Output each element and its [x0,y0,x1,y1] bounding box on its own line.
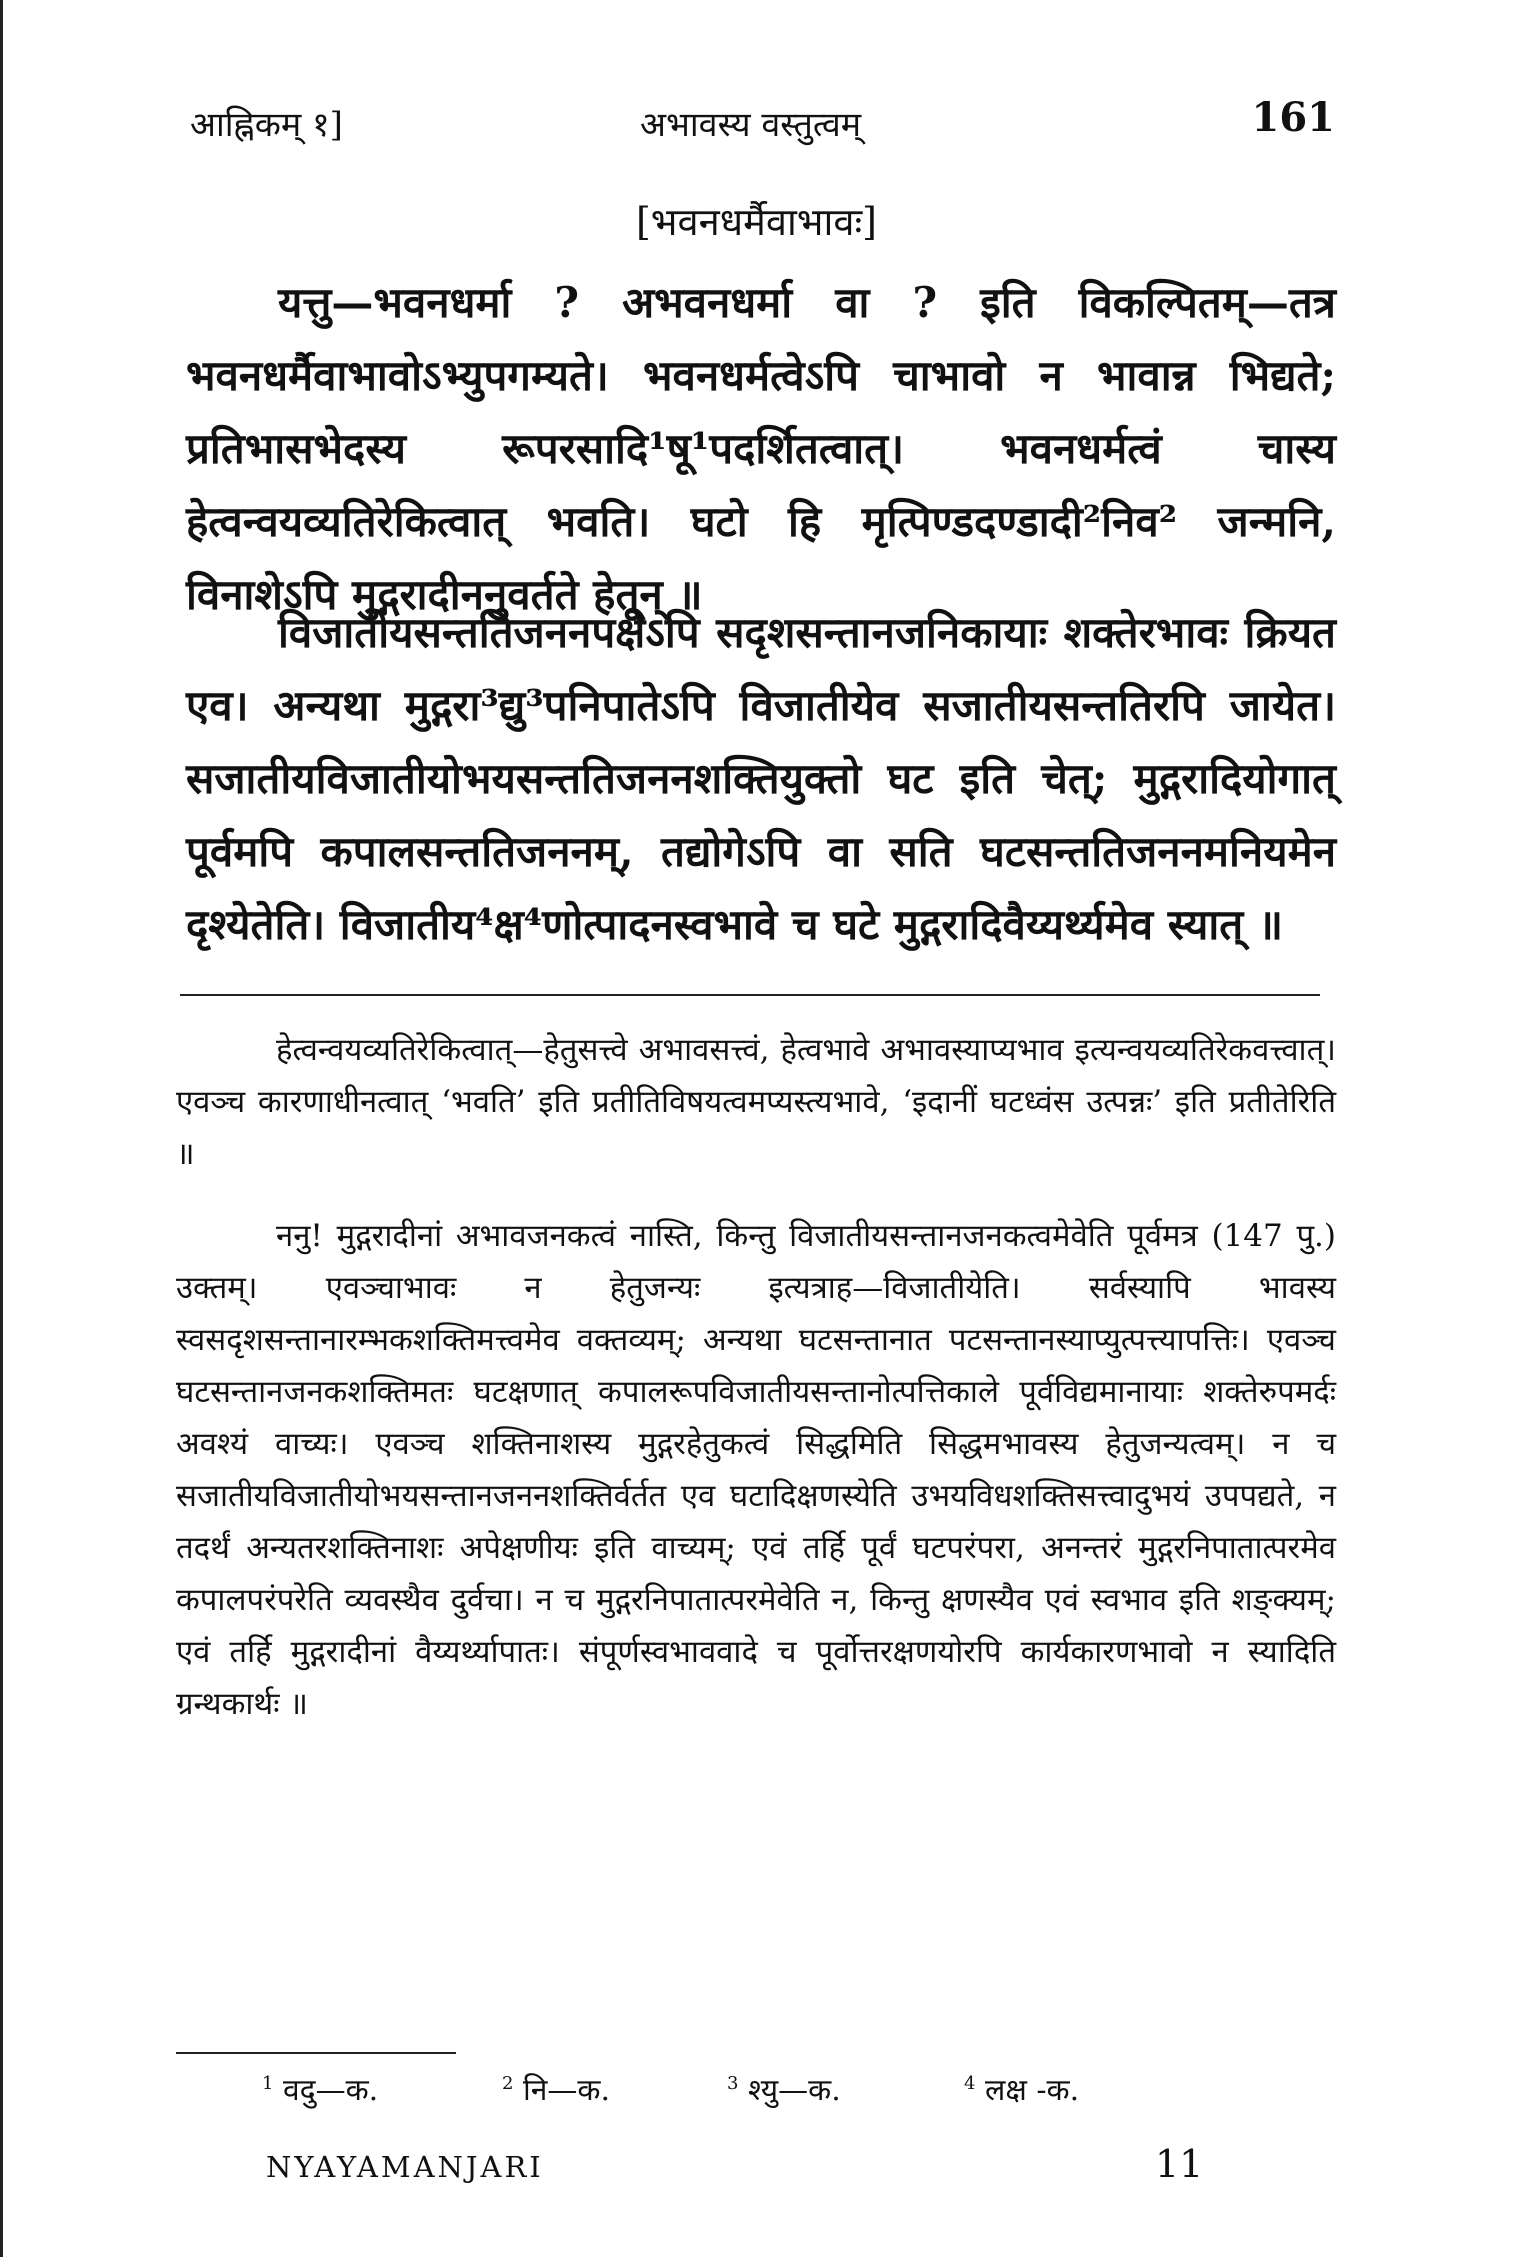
footnote-text: लक्ष -क. [985,2073,1080,2108]
footnote-text: वदु—क. [283,2073,379,2108]
footer-book-title: NYAYAMANJARI [266,2150,544,2184]
footer-signature-number: 11 [1155,2142,1204,2186]
footnote-mark: 4 [964,2073,976,2094]
footnote-mark: 1 [262,2073,274,2094]
footnote-mark: 2 [502,2073,514,2094]
footnote-item [262,2068,378,2109]
main-paragraph: विजातीयसन्ततिजननपक्षेऽपि सदृशसन्तानजनिकायाः शक्तेरभावः क्रियत एव। अन्यथा मुद्गरा³द्यु³पनिपातेऽपि विजातीयेव सजातीयसन्ततिरपि जायेत। सजातीयविजातीयोभयसन्ततिजननशक्तियुक्तो घट इति चेत्; मुद्गरादियोगात् पूर्वमपि कपालसन्ततिजननम्, तद्योगेऽपि वा सति घटसन्ततिजननमनियमेन दृश्येतेति। विजातीय⁴क्ष⁴णोत्पादनस्वभावे च घटे मुद्गरादिवैय्यर्थ्यमेव स्यात् ॥ [186,608,1336,949]
page-number: 161 [1251,94,1335,141]
commentary-paragraph: हेत्वन्वयव्यतिरेकित्वात्—हेतुसत्त्वे अभावसत्त्वं, हेत्वभावे अभावस्याप्यभाव इत्यन्वयव्यतिरेकवत्त्वात्। एवञ्च कारणाधीनत्वात् ‘भवति’ इति प्रतीतिविषयत्वमप्यस्त्यभावे, ‘इदानीं घटध्वंस उत्पन्नः’ इति प्रतीतेरिति ॥ [176,1032,1336,1172]
scan-edge-line [0,0,3,2257]
footnote-text: नि—क. [523,2073,610,2108]
footnote-item [727,2068,841,2109]
commentary-block-1 [176,1024,1336,1180]
running-head-left: आह्निकम् १] [190,105,343,145]
commentary-paragraph: ननु! मुद्गरादीनां अभावजनकत्वं नास्ति, किन्तु विजातीयसन्तानजनकत्वमेवेति पूर्वमत्र (147 पु.) उक्तम्। एवञ्चाभावः न हेतुजन्यः इत्यत्राह—विजातीयेति। सर्वस्यापि भावस्य स्वसदृशसन्तानारम्भकशक्तिमत्त्वमेव वक्तव्यम्; अन्यथा घटसन्तानात पटसन्तानस्याप्युत्पत्त्यापत्तिः। एवञ्च घटसन्तानजनकशक्तिमतः घटक्षणात् कपालरूपविजातीयसन्तानोत्पत्तिकाले पूर्वविद्यमानायाः शक्तेरुपमर्दः अवश्यं वाच्यः। एवञ्च शक्तिनाशस्य मुद्गरहेतुकत्वं सिद्धमिति सिद्धमभावस्य हेतुजन्यत्वम्। न च सजातीयविजातीयोभयसन्तानजननशक्तिर्वर्तत एव घटादिक्षणस्येति उभयविधशक्तिसत्त्वादुभयं उपपद्यते, न तदर्थं अन्यतरशक्तिनाशः अपेक्षणीयः इति वाच्यम्; एवं तर्हि पूर्वं घटपरंपरा, अनन्तरं मुद्गरनिपातात्परमेव कपालपरंपरेति व्यवस्थैव दुर्वचा। न च मुद्गरनिपातात्परमेवेति न, किन्तु क्षणस्यैव एवं स्वभाव इति शङ्क्यम्; एवं तर्हि मुद्गरादीनां वैय्यर्थ्यापातः। संपूर्णस्वभाववादे च पूर्वोत्तरक्षणयोरपि कार्यकारणभावो न स्यादिति ग्रन्थकार्थः ॥ [176,1218,1336,1722]
footnote-rule [176,2052,456,2054]
main-text-block-1 [186,266,1336,631]
footnote-item [502,2068,610,2109]
commentary-block-2 [176,1210,1336,1730]
footnote-text: श्यु—क. [748,2073,841,2108]
main-text-block-2 [186,596,1336,961]
main-paragraph: यत्तु—भवनधर्मा ? अभवनधर्मा वा ? इति विकल्पितम्—तत्र भवनधर्मैवाभावोऽभ्युपगम्यते। भवनधर्मत्वेऽपि चाभावो न भावान्न भिद्यते; प्रतिभासभेदस्य रूपरसादि¹षू¹पदर्शितत्वात्। भवनधर्मत्वं चास्य हेत्वन्वयव्यतिरेकित्वात् भवति। घटो हि मृत्पिण्डदण्डादी²निव² जन्मनि, विनाशेऽपि मुद्गरादीननुवर्तते हेतून् ॥ [186,278,1336,619]
commentary-divider [180,994,1320,996]
footnote-item [964,2068,1079,2109]
running-head-title: अभावस्य वस्तुत्वम् [640,105,862,145]
section-heading: [भवनधर्मैवाभावः] [635,200,877,244]
footnote-mark: 3 [727,2073,739,2094]
